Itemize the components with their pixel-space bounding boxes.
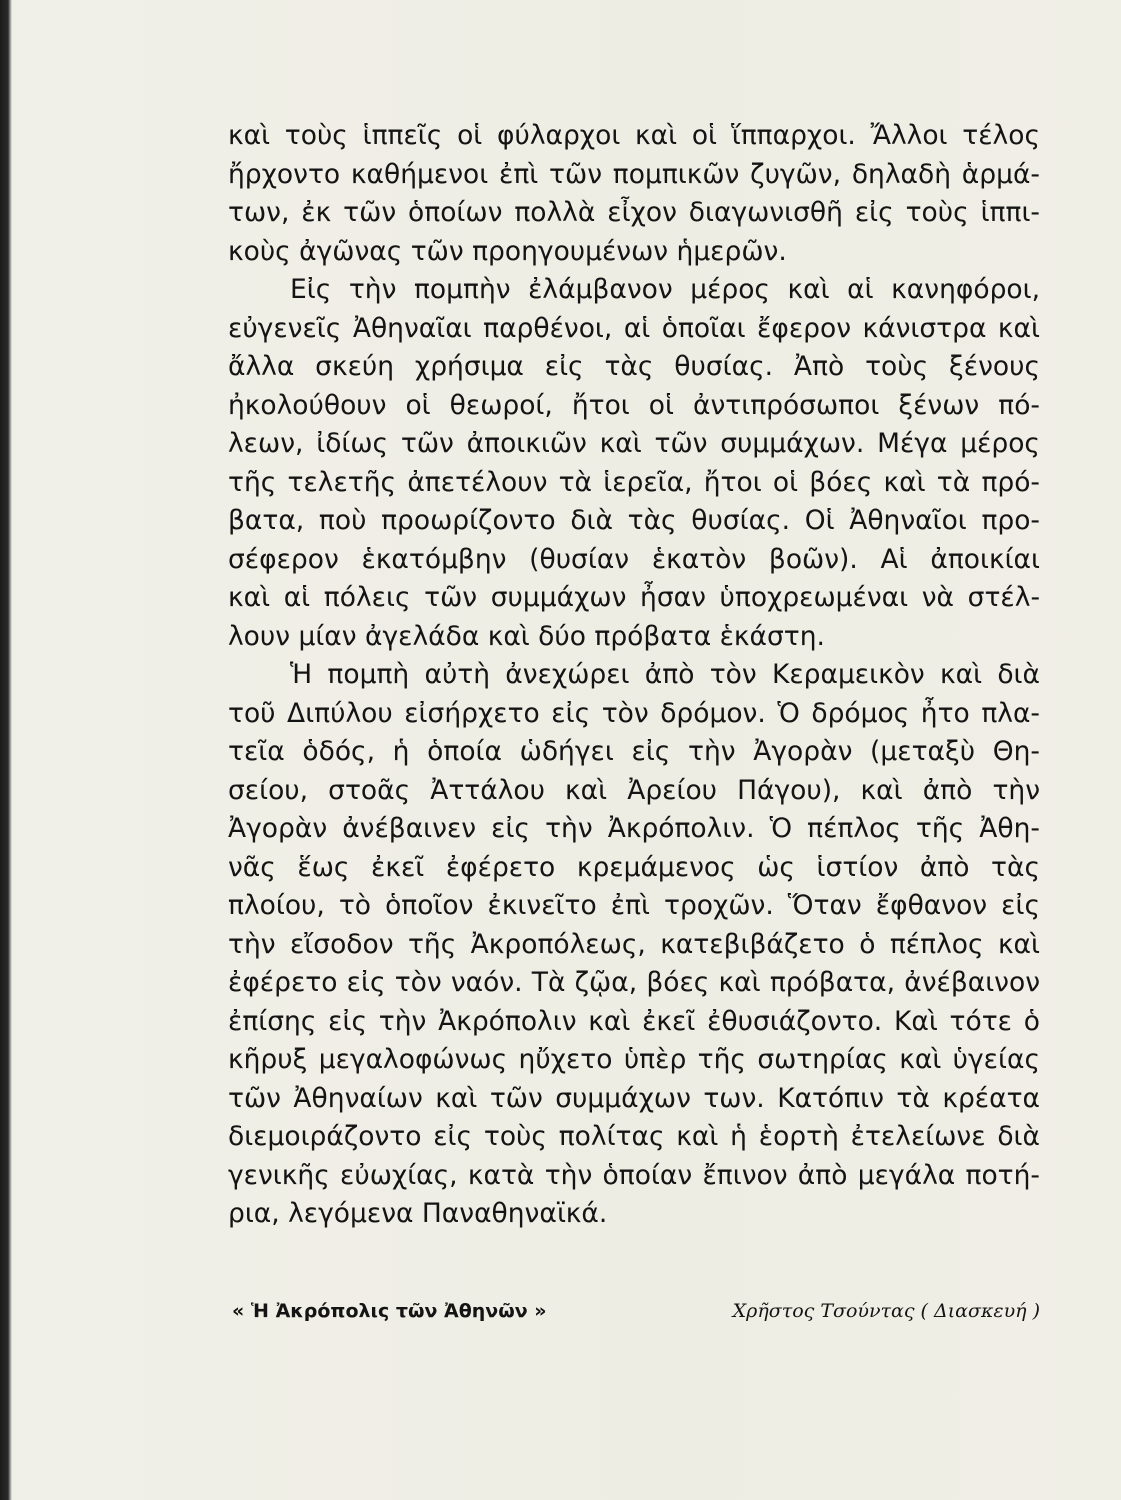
text-line: ἐφέρετο εἰς τὸν ναόν. Τὰ ζῷα, βόες καὶ πρόβατα, ἀνέβαινον bbox=[228, 967, 1040, 998]
text-line: των, ἐκ τῶν ὁποίων πολλὰ εἶχον διαγωνισθῆ εἰς τοὺς ἱππι- bbox=[228, 197, 1040, 228]
text-line: λεων, ἰδίως τῶν ἀποικιῶν καὶ τῶν συμμάχων. Μέγα μέρος bbox=[228, 428, 1040, 459]
attribution-author: Χρῆστος Τσούντας ( Διασκευή ) bbox=[732, 1300, 1040, 1322]
text-line: Ἡ πομπὴ αὐτὴ ἀνεχώρει ἀπὸ τὸν Κεραμεικὸν καὶ διὰ bbox=[290, 659, 1040, 690]
text-line: ρια, λεγόμενα Παναθηναϊκά. bbox=[228, 1198, 608, 1229]
text-line: σέφερον ἑκατόμβην (θυσίαν ἑκατὸν βοῶν). Αἱ ἀποικίαι bbox=[228, 543, 1040, 575]
text-line: τὴν εἴσοδον τῆς Ἀκροπόλεως, κατεβιβάζετο ὁ πέπλος καὶ bbox=[228, 928, 1040, 960]
text-line: καὶ αἱ πόλεις τῶν συμμάχων ἦσαν ὑποχρεωμέναι νὰ στέλ- bbox=[228, 582, 1040, 613]
text-line: Εἰς τὴν πομπὴν ἐλάμβανον μέρος καὶ αἱ κανηφόροι, bbox=[290, 274, 1040, 305]
text-line: ἤρχοντο καθήμενοι ἐπὶ τῶν πομπικῶν ζυγῶν, δηλαδὴ ἁρμά- bbox=[228, 158, 1040, 190]
text-line: λουν μίαν ἀγελάδα καὶ δύο πρόβατα ἑκάστη. bbox=[228, 620, 825, 652]
text-line: ἄλλα σκεύη χρήσιμα εἰς τὰς θυσίας. Ἀπὸ τοὺς ξένους bbox=[228, 351, 1040, 382]
text-line: Ἀγορὰν ἀνέβαινεν εἰς τὴν Ἀκρόπολιν. Ὁ πέπλος τῆς Ἀθη- bbox=[228, 813, 1040, 844]
text-line: νᾶς ἕως ἐκεῖ ἐφέρετο κρεμάμενος ὡς ἱστίον ἀπὸ τὰς bbox=[228, 851, 1040, 883]
text-line: εὐγενεῖς Ἀθηναῖαι παρθένοι, αἱ ὁποῖαι ἔφερον κάνιστρα καὶ bbox=[228, 312, 1040, 344]
text-line: κῆρυξ μεγαλοφώνως ηὔχετο ὑπὲρ τῆς σωτηρίας καὶ ὑγείας bbox=[228, 1044, 1040, 1075]
text-line: ἐπίσης εἰς τὴν Ἀκρόπολιν καὶ ἐκεῖ ἐθυσιάζοντο. Καὶ τότε ὁ bbox=[228, 1005, 1040, 1037]
text-line: διεμοιράζοντο εἰς τοὺς πολίτας καὶ ἡ ἑορτὴ ἐτελείωνε διὰ bbox=[228, 1121, 1040, 1152]
text-line: ἠκολούθουν οἱ θεωροί, ἤτοι οἱ ἀντιπρόσωποι ξένων πό- bbox=[228, 389, 1040, 421]
text-line: τῆς τελετῆς ἀπετέλουν τὰ ἱερεῖα, ἤτοι οἱ βόες καὶ τὰ πρό- bbox=[228, 466, 1040, 498]
attribution-source: « Ἡ Ἀκρόπολις τῶν Ἀθηνῶν » bbox=[232, 1300, 547, 1322]
text-line: τοῦ Διπύλου εἰσήρχετο εἰς τὸν δρόμον. Ὁ δρόμος ἦτο πλα- bbox=[228, 697, 1040, 729]
text-line: σείου, στοᾶς Ἀττάλου καὶ Ἀρείου Πάγου), καὶ ἀπὸ τὴν bbox=[228, 774, 1040, 806]
text-line: κοὺς ἀγῶνας τῶν προηγουμένων ἡμερῶν. bbox=[228, 235, 787, 267]
body-text bbox=[228, 117, 1040, 1234]
text-line: βατα, ποὺ προωρίζοντο διὰ τὰς θυσίας. Οἱ Ἀθηναῖοι προ- bbox=[228, 505, 1040, 536]
text-line: πλοίου, τὸ ὁποῖον ἐκινεῖτο ἐπὶ τροχῶν. Ὅταν ἔφθανον εἰς bbox=[228, 890, 1040, 921]
text-line: τῶν Ἀθηναίων καὶ τῶν συμμάχων των. Κατόπιν τὰ κρέατα bbox=[228, 1082, 1040, 1114]
attribution bbox=[228, 1298, 1040, 1324]
text-line: καὶ τοὺς ἱππεῖς οἱ φύλαρχοι καὶ οἱ ἵππαρχοι. Ἄλλοι τέλος bbox=[228, 120, 1040, 151]
text-line: τεῖα ὁδός, ἡ ὁποία ὡδήγει εἰς τὴν Ἀγορὰν (μεταξὺ Θη- bbox=[228, 736, 1040, 767]
text-line: γενικῆς εὐωχίας, κατὰ τὴν ὁποίαν ἔπινον ἀπὸ μεγάλα ποτή- bbox=[228, 1159, 1040, 1191]
